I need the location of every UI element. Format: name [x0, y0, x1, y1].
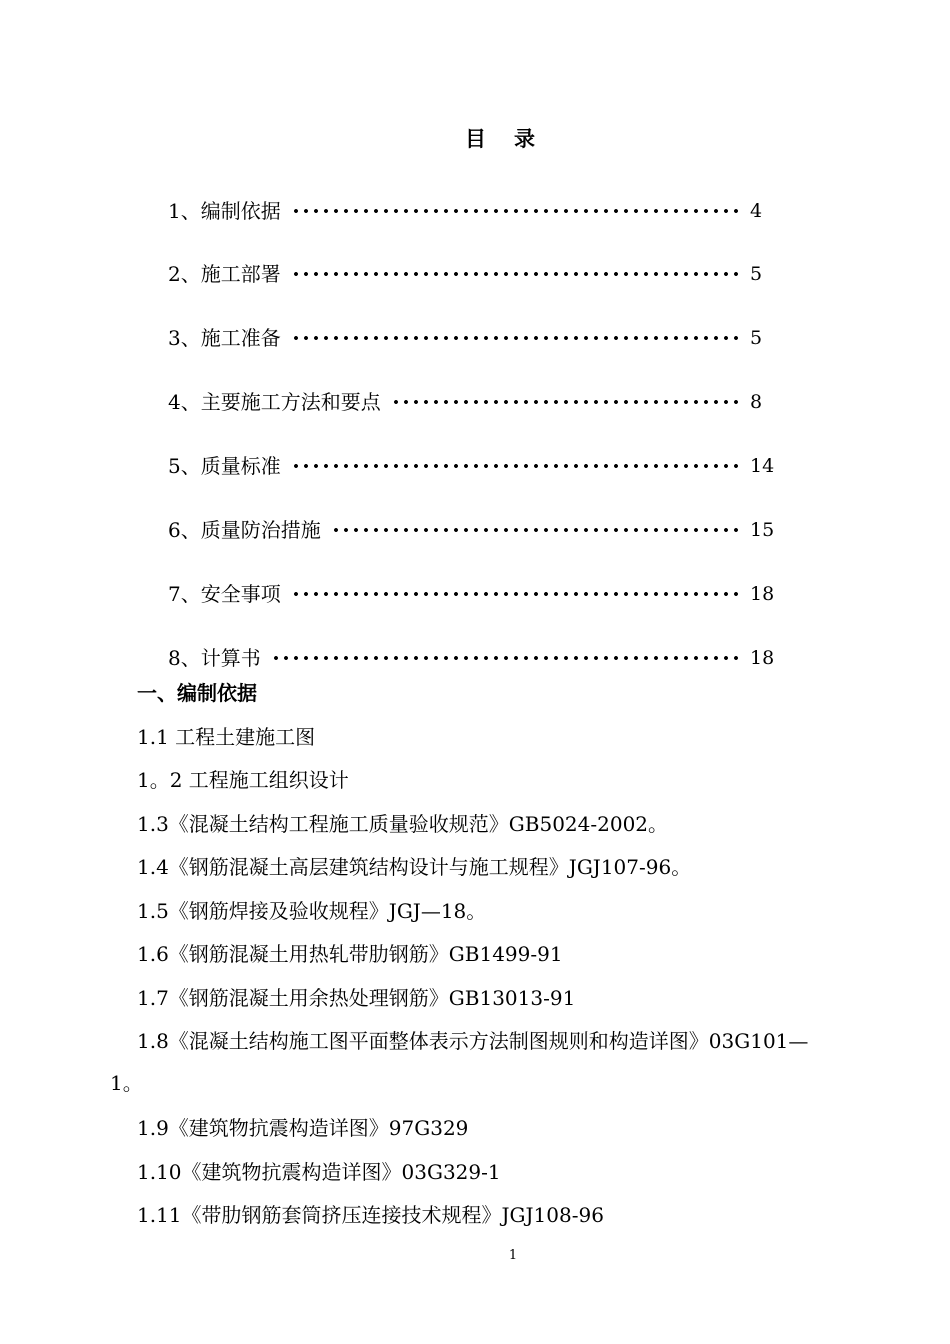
- toc-entry-page: 5: [750, 263, 763, 285]
- reference-item: 1.5《钢筋焊接及验收规程》JGJ—18。: [137, 899, 487, 923]
- reference-item: 1.10《建筑物抗震构造详图》03G329-1: [137, 1160, 501, 1184]
- toc-leader-dots: [331, 527, 742, 533]
- toc-entry-label: 6、质量防治措施: [168, 518, 321, 542]
- toc-leader-dots: [291, 208, 742, 214]
- reference-item: 1.8《混凝土结构施工图平面整体表示方法制图规则和构造详图》03G101—: [137, 1029, 809, 1053]
- toc-title-char: 目: [465, 127, 486, 151]
- toc-leader-dots: [291, 335, 742, 341]
- reference-item: 1.7《钢筋混凝土用余热处理钢筋》GB13013-91: [137, 986, 576, 1010]
- toc-entry-label: 3、施工准备: [168, 326, 281, 350]
- toc-entry-label: 5、质量标准: [168, 454, 281, 478]
- toc-entry-label: 4、主要施工方法和要点: [168, 390, 381, 414]
- toc-title-char: 录: [514, 127, 535, 151]
- toc-entry-label: 7、安全事项: [168, 582, 281, 606]
- reference-item: 1.11《带肋钢筋套筒挤压连接技术规程》JGJ108-96: [137, 1203, 604, 1227]
- toc-leader-dots: [291, 591, 742, 597]
- toc-leader-dots: [391, 399, 742, 405]
- reference-item: 1.9《建筑物抗震构造详图》97G329: [137, 1116, 469, 1140]
- toc-entry[interactable]: [168, 259, 772, 289]
- toc-entry[interactable]: [168, 643, 775, 673]
- toc-entry[interactable]: [168, 451, 775, 481]
- toc-leader-dots: [271, 655, 742, 661]
- toc-leader-dots: [291, 463, 742, 469]
- toc-entry[interactable]: [168, 387, 772, 417]
- toc-entry[interactable]: [168, 196, 772, 226]
- toc-entry-page: 8: [750, 391, 763, 413]
- reference-item: 1.3《混凝土结构工程施工质量验收规范》GB5024-2002。: [137, 812, 669, 836]
- toc-entry[interactable]: [168, 579, 775, 609]
- toc-entry-page: 15: [750, 519, 775, 541]
- section-heading: 一、编制依据: [137, 681, 257, 705]
- toc-entry-label: 2、施工部署: [168, 262, 281, 286]
- toc-title: [0, 124, 950, 154]
- toc-leader-dots: [291, 271, 742, 277]
- toc-entry-label: 1、编制依据: [168, 199, 281, 223]
- reference-item: 1.1 工程土建施工图: [137, 725, 316, 749]
- toc-entry-page: 18: [750, 583, 775, 605]
- page-number: 1: [508, 1248, 518, 1263]
- toc-entry-label: 8、计算书: [168, 646, 261, 670]
- toc-entry[interactable]: [168, 323, 772, 353]
- reference-item: 1。2 工程施工组织设计: [137, 768, 349, 792]
- reference-item-continuation: 1。: [110, 1071, 143, 1095]
- toc-entry-page: 5: [750, 327, 763, 349]
- toc-entry-page: 4: [750, 200, 763, 222]
- toc-entry-page: 18: [750, 647, 775, 669]
- toc-entry[interactable]: [168, 515, 775, 545]
- toc-entry-page: 14: [750, 455, 775, 477]
- reference-item: 1.4《钢筋混凝土高层建筑结构设计与施工规程》JGJ107-96。: [137, 855, 692, 879]
- reference-item: 1.6《钢筋混凝土用热轧带肋钢筋》GB1499-91: [137, 942, 563, 966]
